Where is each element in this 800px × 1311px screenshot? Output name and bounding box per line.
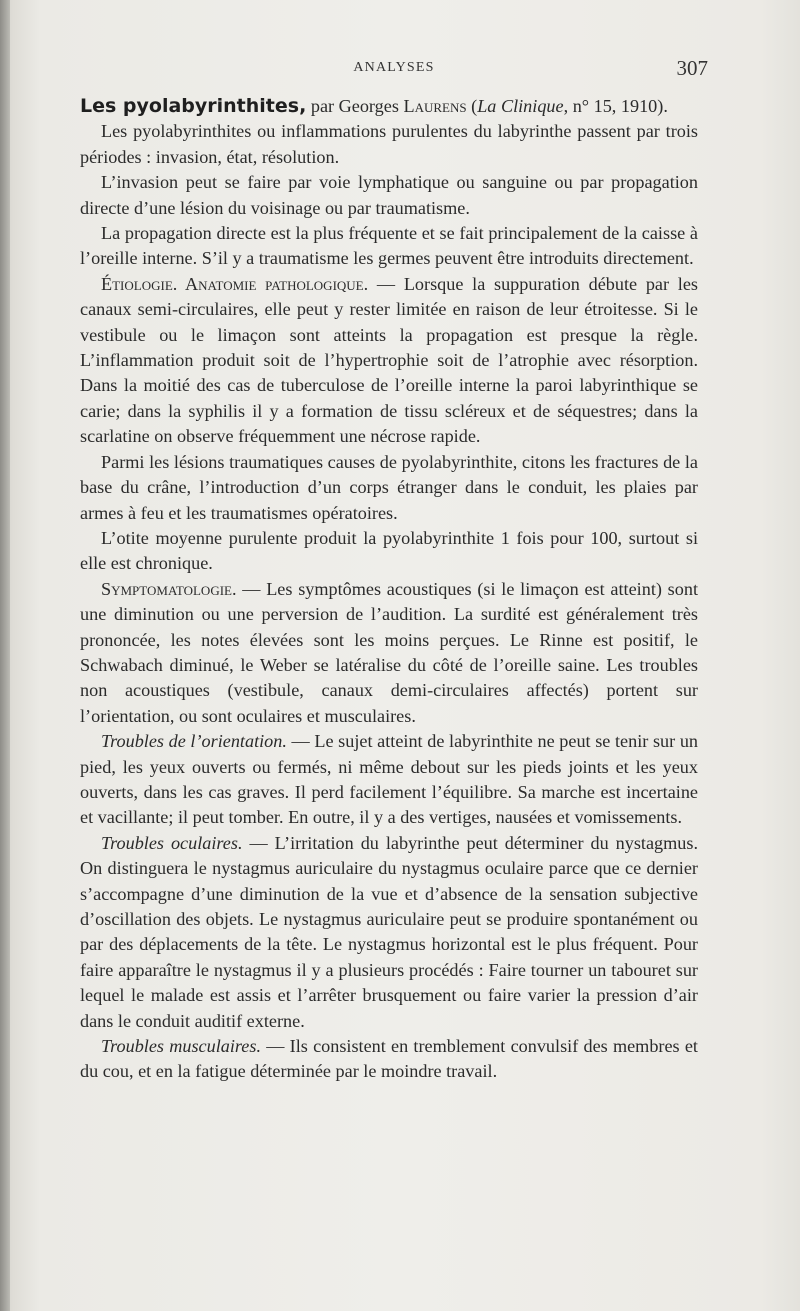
- section-muscular: [80, 1034, 698, 1085]
- paragraph-otitis: L’otite moyenne purulente produit la pyolabyrinthite 1 fois pour 100, surtout si elle est chronique.: [80, 527, 698, 574]
- section-symptoms: [80, 577, 698, 729]
- orientation-heading: Troubles de l’orientation.: [101, 731, 287, 752]
- article-heading: [80, 94, 698, 119]
- citation-open: (: [466, 96, 478, 116]
- ocular-text: — L’irritation du labyrinthe peut déterminer du nystagmus. On distinguera le nystagmus auriculaire du nystagmus oculaire parce que ce dernier s’accompagne d’une diminution de la vue et d’absence de la sensation subjective d’oscillation des objets. Le nystagmus auriculaire peut se produire spontanément ou par des déplacements de la tête. Le nystagmus horizontal est le plus fréquent. Pour faire apparaître le nystagmus il y a plusieurs procédés : Faire tourner un tabouret sur lequel le malade est assis et l’arrêter brusquement ou faire varier la pression d’air dans le conduit auditif externe.: [80, 832, 698, 1031]
- muscular-heading: Troubles musculaires.: [101, 1036, 261, 1057]
- article-body: [80, 94, 698, 1085]
- paragraph-trauma: Parmi les lésions traumatiques causes de pyolabyrinthite, citons les fractures de la base du crâne, l’introduction d’un corps étranger dans le conduit, les plaies par armes à feu et les traumatismes opératoires.: [80, 451, 698, 523]
- citation-close: , n° 15, 1910).: [563, 96, 668, 116]
- ocular-heading: Troubles oculaires.: [101, 832, 243, 853]
- author-name: Laurens: [403, 96, 467, 116]
- orientation-text: — Le sujet atteint de labyrinthite ne peut se tenir sur un pied, les yeux ouverts ou fermés, ni même debout sur les pieds joints et les yeux ouverts, dans les cas graves. Il perd facilement l’équilibre. Sa marche est incertaine et vacillante; il peut tomber. En outre, il y a des vertiges, nausées et vomissements.: [80, 731, 699, 828]
- page-header: [80, 56, 708, 86]
- etiology-heading: Étiologie. Anatomie pathologique.: [101, 273, 369, 294]
- article-title: Les pyolabyrinthites,: [80, 95, 307, 117]
- byline-prefix: par Georges: [306, 96, 404, 116]
- muscular-text: — Ils consistent en tremblement convulsif des membres et du cou, et en la fatigue déterminée par le moindre travail.: [80, 1036, 698, 1082]
- symptom-heading: Symptomatologie.: [101, 578, 237, 599]
- section-ocular: [80, 831, 698, 1034]
- paragraph-invasion: L’invasion peut se faire par voie lymphatique ou sanguine ou par propagation directe d’une lésion du voisinage ou par traumatisme.: [80, 172, 698, 218]
- page-number: 307: [676, 56, 708, 80]
- paragraph-periods: Les pyolabyrinthites ou inflammations purulentes du labyrinthe passent par trois périodes : invasion, état, résolution.: [80, 121, 698, 167]
- symptom-text: — Les symptômes acoustiques (si le limaçon est atteint) sont une diminution ou une perversion de l’audition. La surdité est généralement très prononcée, les notes élevées sont les moins perçues. Le Rinne est positif, le Schwabach diminué, le Weber se latéralise du côté de l’oreille saine. Les troubles non acoustiques (vestibule, canaux demi-circulaires affectés) portent sur l’orientation, ou sont oculaires et musculaires.: [80, 578, 698, 726]
- running-head: ANALYSES: [353, 60, 435, 75]
- section-etiology: [80, 272, 698, 450]
- etiology-text: — Lorsque la suppuration débute par les canaux semi-circulaires, elle peut y rester limitée en raison de leur étroitesse. Si le vestibule ou le limaçon sont atteints la propagation est presque la règle. L’inflammation produit soit de l’hypertrophie soit de l’atrophie avec résorption. Dans la moitié des cas de tuberculose de l’oreille interne la paroi labyrinthique se carie; dans la syphilis il y a formation de tissu scléreux et de séquestres; dans la scarlatine on observe fréquemment une nécrose rapide.: [80, 273, 698, 447]
- section-orientation: [80, 729, 698, 831]
- paragraph-propagation: La propagation directe est la plus fréquente et se fait principalement de la caisse à l’oreille interne. S’il y a traumatisme les germes peuvent être introduits directement.: [80, 223, 698, 269]
- binding-edge: [0, 0, 10, 1311]
- journal-name: La Clinique: [477, 96, 564, 116]
